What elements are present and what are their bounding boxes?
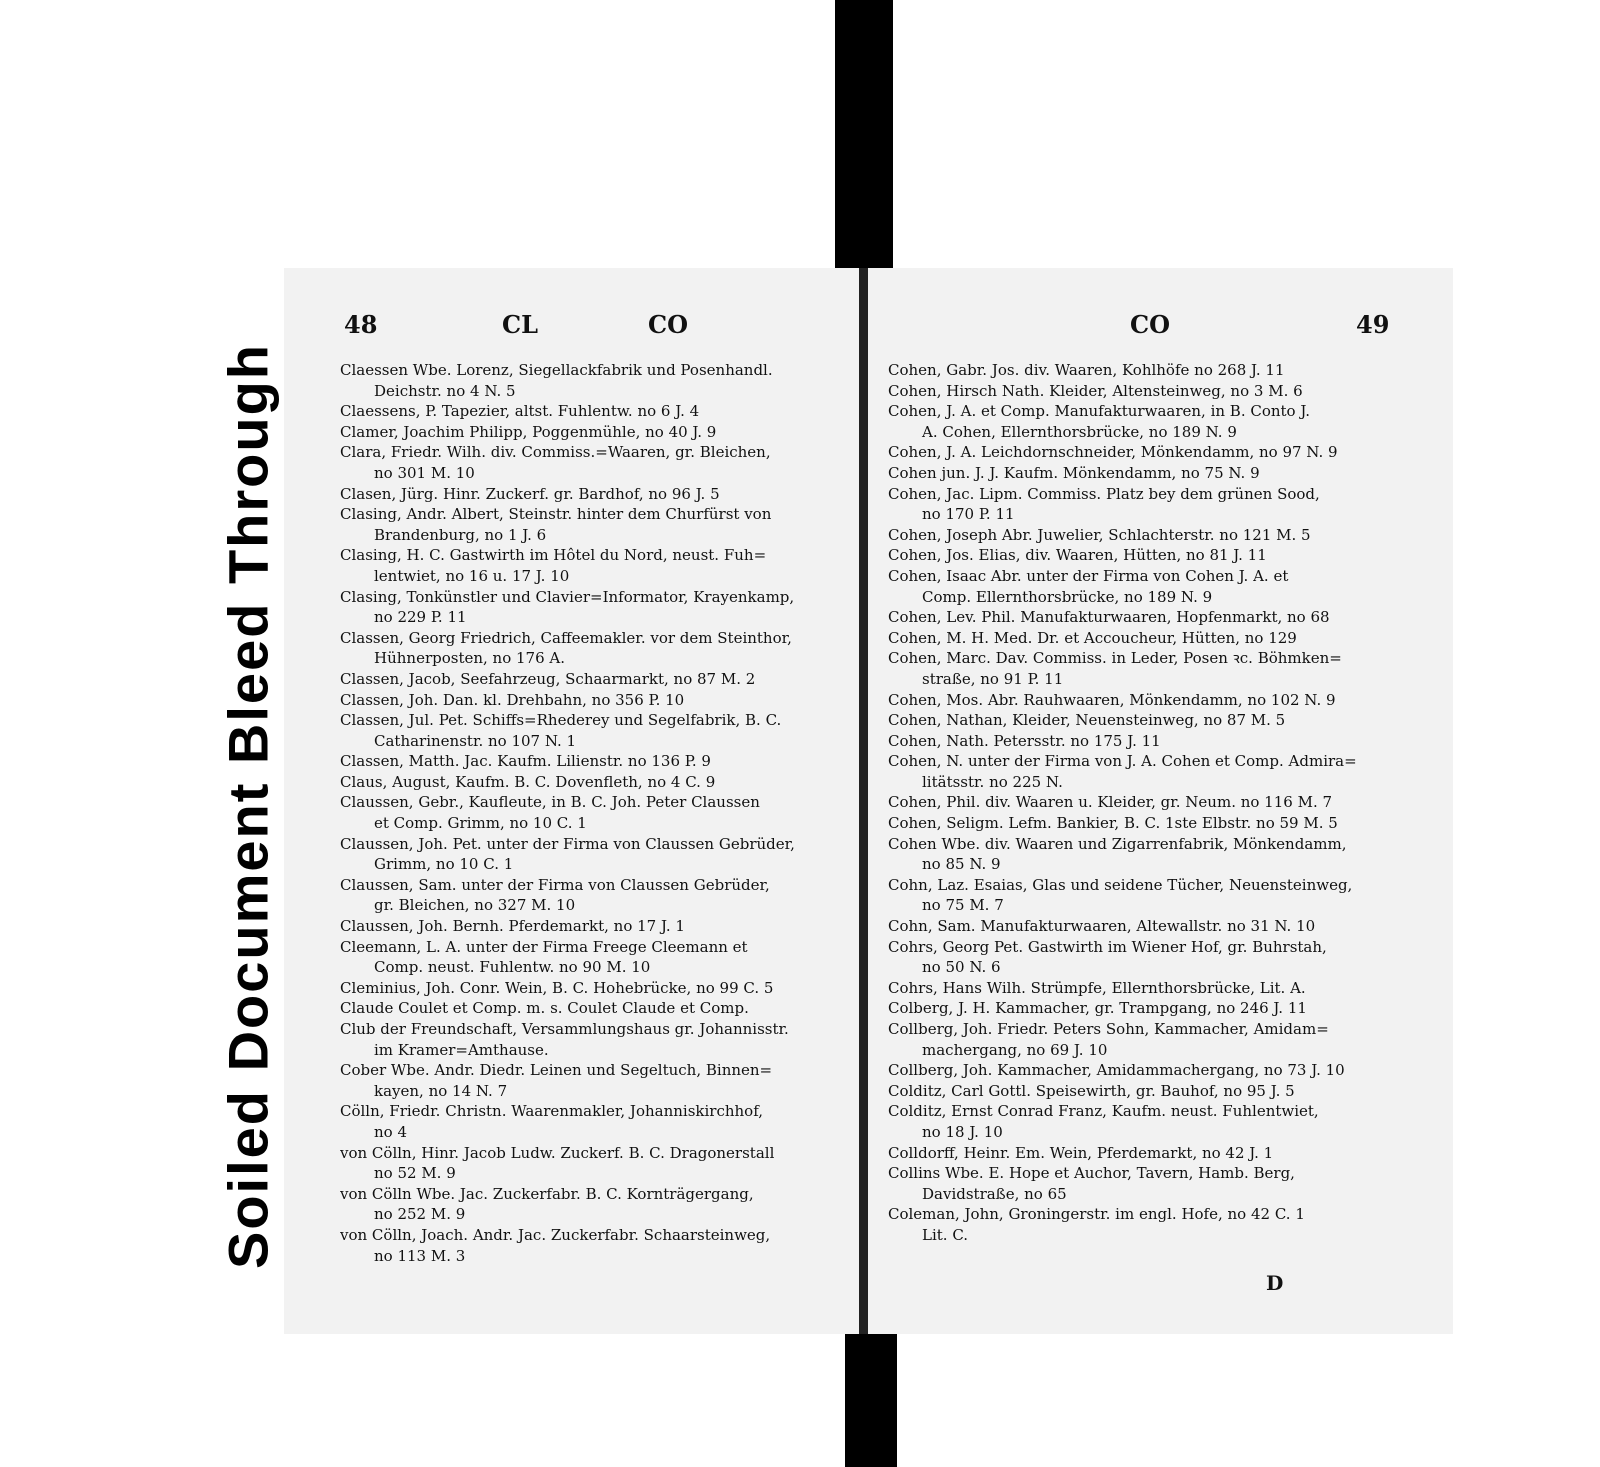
list-item: [340, 875, 840, 916]
list-item: [888, 978, 1408, 999]
entry-line: Claussen, Joh. Bernh. Pferdemarkt, no 17 J. 1: [340, 917, 685, 936]
entry-line: Cölln, Friedr. Christn. Waarenmakler, Johanniskirchhof,: [340, 1102, 763, 1121]
list-item: [888, 1019, 1408, 1060]
entry-line: Claussen, Joh. Pet. unter der Firma von Claussen Gebrüder,: [340, 834, 795, 853]
list-item: [888, 607, 1408, 628]
entry-line: Classen, Georg Friedrich, Caffeemakler. vor dem Steinthor,: [340, 628, 792, 647]
entry-continuation: im Kramer=Amthause.: [374, 1040, 549, 1059]
list-item: [340, 978, 840, 999]
entry-line: von Cölln, Joach. Andr. Jac. Zuckerfabr. Schaarsteinweg,: [340, 1225, 771, 1244]
list-item: [888, 1204, 1408, 1245]
left-header-first: CL: [502, 310, 538, 339]
entry-line: Collberg, Joh. Friedr. Peters Sohn, Kammacher, Amidam=: [888, 1020, 1329, 1038]
entry-line: Coleman, John, Groningerstr. im engl. Hofe, no 42 C. 1: [888, 1205, 1305, 1224]
list-item: [888, 731, 1408, 752]
list-item: [340, 1060, 840, 1101]
entry-line: Collins Wbe. E. Hope et Auchor, Tavern, Hamb. Berg,: [888, 1164, 1295, 1183]
list-item: [888, 401, 1408, 442]
entry-line: Cohn, Laz. Esaias, Glas und seidene Tücher, Neuensteinweg,: [888, 875, 1353, 894]
list-item: [340, 1019, 840, 1060]
list-item: [888, 360, 1408, 381]
entry-line: Clasing, Andr. Albert, Steinstr. hinter dem Churfürst von: [340, 505, 772, 524]
list-item: [888, 751, 1408, 792]
entry-continuation: no 252 M. 9: [374, 1205, 466, 1224]
entry-continuation: no 301 M. 10: [374, 463, 475, 482]
entry-line: Clasing, H. C. Gastwirth im Hôtel du Nord, neust. Fuh=: [340, 546, 767, 565]
list-item: [340, 998, 840, 1019]
entry-line: Claessens, P. Tapezier, altst. Fuhlentw. no 6 J. 4: [340, 402, 700, 421]
entry-line: Cohen, Mos. Abr. Rauhwaaren, Mönkendamm, no 102 N. 9: [888, 690, 1336, 709]
entry-continuation: straße, no 91 P. 11: [922, 669, 1064, 688]
list-item: [888, 792, 1408, 813]
list-item: [888, 1060, 1408, 1081]
right-page-number: 49: [1356, 310, 1390, 339]
list-item: [340, 834, 840, 875]
entry-continuation: no 170 P. 11: [922, 505, 1015, 524]
entry-line: von Cölln Wbe. Jac. Zuckerfabr. B. C. Kornträgergang,: [340, 1184, 754, 1203]
entry-continuation: Comp. neust. Fuhlentw. no 90 M. 10: [374, 958, 651, 977]
list-item: [340, 628, 840, 669]
entry-line: Cohen, Jos. Elias, div. Waaren, Hütten, no 81 J. 11: [888, 546, 1267, 565]
list-item: [340, 937, 840, 978]
right-header: CO: [1130, 310, 1171, 339]
entry-line: Cohen, Seligm. Lefm. Bankier, B. C. 1ste Elbstr. no 59 M. 5: [888, 814, 1338, 833]
entry-line: Cohen, Joseph Abr. Juwelier, Schlachterstr. no 121 M. 5: [888, 525, 1311, 544]
list-item: [888, 566, 1408, 607]
list-item: [340, 504, 840, 545]
list-item: [888, 484, 1408, 525]
list-item: [340, 545, 840, 586]
entry-line: Cohen, N. unter der Firma von J. A. Cohen et Comp. Admira=: [888, 752, 1357, 771]
entry-continuation: Hühnerposten, no 176 A.: [374, 649, 566, 668]
entry-line: Cohen, J. A. Leichdornschneider, Mönkendamm, no 97 N. 9: [888, 443, 1338, 462]
entry-line: Cohen, Gabr. Jos. div. Waaren, Kohlhöfe no 268 J. 11: [888, 361, 1285, 379]
entry-continuation: Comp. Ellernthorsbrücke, no 189 N. 9: [922, 587, 1213, 606]
entry-line: Cohen, Nathan, Kleider, Neuensteinweg, no 87 M. 5: [888, 711, 1286, 730]
signature-mark: D: [1266, 1271, 1284, 1295]
entry-line: Clasen, Jürg. Hinr. Zuckerf. gr. Bardhof, no 96 J. 5: [340, 484, 720, 503]
list-item: [340, 422, 840, 443]
entry-line: Cleminius, Joh. Conr. Wein, B. C. Hohebrücke, no 99 C. 5: [340, 978, 774, 997]
entry-line: Cohen, Jac. Lipm. Commiss. Platz bey dem grünen Sood,: [888, 484, 1320, 503]
entry-line: Colberg, J. H. Kammacher, gr. Trampgang, no 246 J. 11: [888, 999, 1307, 1018]
left-page: [284, 268, 859, 1334]
entry-continuation: machergang, no 69 J. 10: [922, 1040, 1108, 1059]
entry-continuation: A. Cohen, Ellernthorsbrücke, no 189 N. 9: [922, 422, 1237, 441]
entry-line: Cohen, Lev. Phil. Manufakturwaaren, Hopfenmarkt, no 68: [888, 608, 1330, 627]
list-item: [888, 710, 1408, 731]
entry-line: Cohrs, Hans Wilh. Strümpfe, Ellernthorsbrücke, Lit. A.: [888, 978, 1306, 997]
entry-line: Club der Freundschaft, Versammlungshaus gr. Johannisstr.: [340, 1020, 789, 1038]
list-item: [340, 669, 840, 690]
list-item: [340, 1225, 840, 1266]
list-item: [888, 998, 1408, 1019]
list-item: [888, 1101, 1408, 1142]
entry-line: Claus, August, Kaufm. B. C. Dovenfleth, no 4 C. 9: [340, 772, 716, 791]
entry-line: Cohen, Isaac Abr. unter der Firma von Cohen J. A. et: [888, 566, 1289, 585]
entry-line: Cohrs, Georg Pet. Gastwirth im Wiener Hof, gr. Buhrstah,: [888, 937, 1327, 956]
entry-line: Cober Wbe. Andr. Diedr. Leinen und Segeltuch, Binnen=: [340, 1061, 773, 1080]
entry-line: Claessen Wbe. Lorenz, Siegellackfabrik und Posenhandl.: [340, 361, 773, 379]
entry-continuation: lentwiet, no 16 u. 17 J. 10: [374, 566, 570, 585]
list-item: [340, 1184, 840, 1225]
entry-line: Claussen, Sam. unter der Firma von Claussen Gebrüder,: [340, 875, 770, 894]
entry-continuation: no 18 J. 10: [922, 1122, 1003, 1141]
entry-line: von Cölln, Hinr. Jacob Ludw. Zuckerf. B. C. Dragonerstall: [340, 1143, 775, 1162]
entry-line: Classen, Jacob, Seefahrzeug, Schaarmarkt, no 87 M. 2: [340, 669, 756, 688]
entry-continuation: no 75 M. 7: [922, 896, 1004, 915]
list-item: [340, 360, 840, 401]
entry-line: Cleemann, L. A. unter der Firma Freege Cleemann et: [340, 937, 748, 956]
list-item: [340, 1143, 840, 1184]
list-item: [888, 1081, 1408, 1102]
list-item: [340, 916, 840, 937]
right-entry-list: [888, 360, 1408, 1246]
entry-continuation: Grimm, no 10 C. 1: [374, 855, 514, 874]
binding-strip-top: [835, 0, 893, 272]
list-item: [888, 1143, 1408, 1164]
binding-strip-bottom: [845, 1334, 897, 1467]
list-item: [888, 525, 1408, 546]
entry-line: Clasing, Tonkünstler und Clavier=Informator, Krayenkamp,: [340, 587, 795, 606]
entry-continuation: Brandenburg, no 1 J. 6: [374, 525, 547, 544]
entry-continuation: Catharinenstr. no 107 N. 1: [374, 731, 577, 750]
entry-continuation: no 113 M. 3: [374, 1246, 466, 1265]
entry-line: Cohen Wbe. div. Waaren und Zigarrenfabrik, Mönkendamm,: [888, 834, 1347, 853]
entry-line: Collberg, Joh. Kammacher, Amidammachergang, no 73 J. 10: [888, 1061, 1345, 1080]
entry-line: Classen, Matth. Jac. Kaufm. Lilienstr. no 136 P. 9: [340, 752, 711, 771]
list-item: [888, 813, 1408, 834]
side-label: Soiled Document Bleed Through: [216, 342, 280, 1270]
list-item: [888, 463, 1408, 484]
list-item: [340, 751, 840, 772]
list-item: [340, 442, 840, 483]
entry-line: Cohen, Phil. div. Waaren u. Kleider, gr. Neum. no 116 M. 7: [888, 793, 1333, 812]
list-item: [340, 587, 840, 628]
entry-continuation: Lit. C.: [922, 1225, 969, 1244]
entry-line: Clamer, Joachim Philipp, Poggenmühle, no 40 J. 9: [340, 422, 717, 441]
list-item: [888, 1163, 1408, 1204]
entry-continuation: Davidstraße, no 65: [922, 1184, 1067, 1203]
list-item: [888, 875, 1408, 916]
entry-continuation: no 4: [374, 1122, 408, 1141]
list-item: [888, 442, 1408, 463]
entry-line: Cohen, M. H. Med. Dr. et Accoucheur, Hütten, no 129: [888, 628, 1297, 647]
gutter: [859, 268, 868, 1334]
entry-continuation: et Comp. Grimm, no 10 C. 1: [374, 814, 587, 833]
entry-continuation: no 85 N. 9: [922, 855, 1001, 874]
left-header-last: CO: [648, 310, 689, 339]
entry-continuation: no 52 M. 9: [374, 1164, 456, 1183]
left-page-number: 48: [344, 310, 378, 339]
list-item: [888, 628, 1408, 649]
entry-line: Classen, Jul. Pet. Schiffs=Rhederey und Segelfabrik, B. C.: [340, 711, 782, 730]
list-item: [340, 401, 840, 422]
right-page: [868, 268, 1453, 1334]
entry-line: Claussen, Gebr., Kaufleute, in B. C. Joh. Peter Claussen: [340, 793, 760, 812]
list-item: [888, 834, 1408, 875]
entry-continuation: no 50 N. 6: [922, 958, 1001, 977]
entry-line: Colditz, Ernst Conrad Franz, Kaufm. neust. Fuhlentwiet,: [888, 1102, 1319, 1121]
entry-continuation: Deichstr. no 4 N. 5: [374, 381, 516, 400]
entry-line: Cohn, Sam. Manufakturwaaren, Altewallstr. no 31 N. 10: [888, 917, 1316, 936]
entry-line: Colldorff, Heinr. Em. Wein, Pferdemarkt, no 42 J. 1: [888, 1143, 1274, 1162]
list-item: [340, 772, 840, 793]
entry-continuation: gr. Bleichen, no 327 M. 10: [374, 896, 576, 915]
entry-line: Classen, Joh. Dan. kl. Drehbahn, no 356 P. 10: [340, 690, 685, 709]
list-item: [888, 545, 1408, 566]
entry-continuation: litätsstr. no 225 N.: [922, 772, 1063, 791]
entry-line: Cohen, Nath. Petersstr. no 175 J. 11: [888, 731, 1161, 750]
list-item: [340, 710, 840, 751]
list-item: [888, 648, 1408, 689]
left-entry-list: [340, 360, 840, 1266]
entry-line: Cohen, Hirsch Nath. Kleider, Altensteinweg, no 3 M. 6: [888, 381, 1303, 400]
entry-line: Claude Coulet et Comp. m. s. Coulet Claude et Comp.: [340, 999, 749, 1018]
entry-line: Cohen, J. A. et Comp. Manufakturwaaren, in B. Conto J.: [888, 402, 1310, 421]
entry-continuation: kayen, no 14 N. 7: [374, 1081, 508, 1100]
entry-line: Colditz, Carl Gottl. Speisewirth, gr. Bauhof, no 95 J. 5: [888, 1081, 1295, 1100]
entry-line: Clara, Friedr. Wilh. div. Commiss.=Waaren, gr. Bleichen,: [340, 443, 771, 462]
entry-line: Cohen, Marc. Dav. Commiss. in Leder, Posen ꝛc. Böhmken=: [888, 649, 1342, 668]
list-item: [340, 690, 840, 711]
list-item: [340, 484, 840, 505]
list-item: [888, 690, 1408, 711]
list-item: [888, 381, 1408, 402]
list-item: [340, 1101, 840, 1142]
list-item: [340, 792, 840, 833]
entry-line: Cohen jun. J. J. Kaufm. Mönkendamm, no 75 N. 9: [888, 463, 1260, 482]
list-item: [888, 916, 1408, 937]
entry-continuation: no 229 P. 11: [374, 608, 467, 627]
list-item: [888, 937, 1408, 978]
